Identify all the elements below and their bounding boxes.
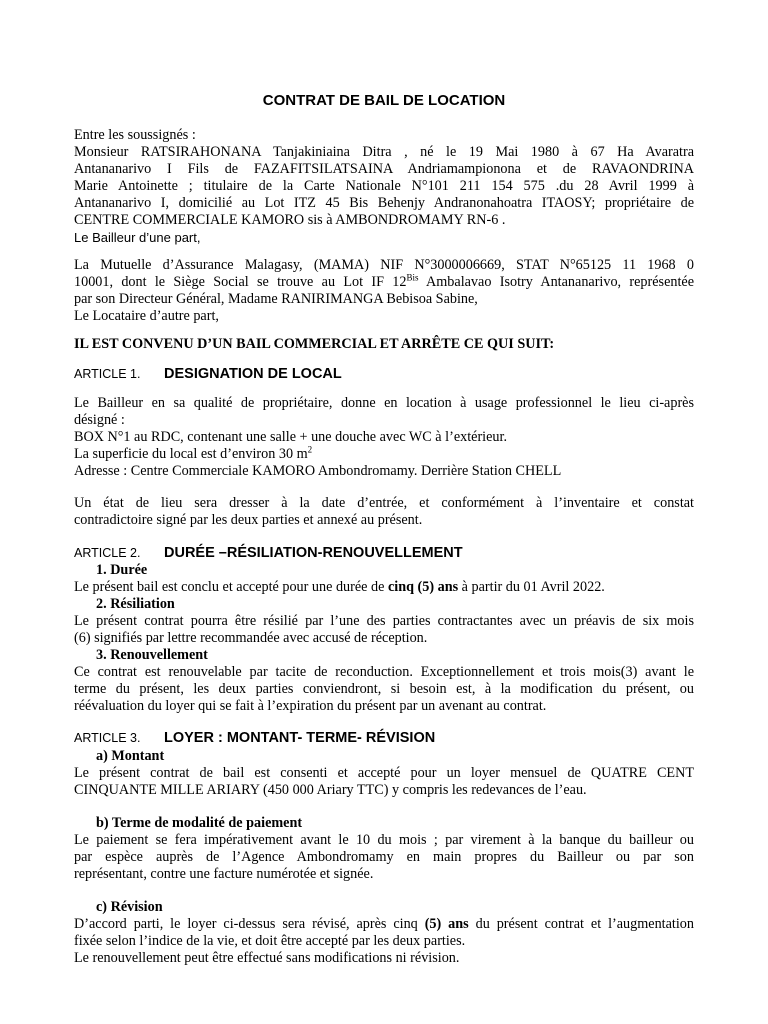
bailleur-label: Le Bailleur d’une part, xyxy=(74,230,201,245)
body-line: Le présent contrat pourra être résilié par l’une des parties contractantes avec un préavis de six mois xyxy=(74,613,694,629)
parties-intro xyxy=(74,127,694,246)
document-title: CONTRAT DE BAIL DE LOCATION xyxy=(262,92,506,109)
subheading-duree: 1. Durée xyxy=(96,562,148,578)
article-number: ARTICLE 3. xyxy=(74,731,141,745)
body-line: Un état de lieu sera dresser à la date d’entrée, et conformément à l’inventaire et constat xyxy=(74,495,694,511)
article-number: ARTICLE 2. xyxy=(74,546,141,560)
subheading-resiliation: 2. Résiliation xyxy=(96,596,175,612)
bold-text: (5) ans xyxy=(424,916,469,932)
body-line: contradictoire signé par les deux parties et annexé au présent. xyxy=(74,512,423,528)
body-text: du présent contrat et l’augmentation xyxy=(468,916,694,932)
tenant-sup: Bis xyxy=(406,274,419,283)
article-1-body xyxy=(74,395,694,480)
duree-body xyxy=(74,579,694,596)
bold-text: cinq (5) ans xyxy=(387,579,459,595)
body-line: Le présent contrat de bail est consenti et accepté pour un loyer mensuel de QUATRE CENT xyxy=(74,765,694,781)
body-text: D’accord parti, le loyer ci-dessus sera révisé, après cinq xyxy=(74,916,425,932)
body-line: Adresse : Centre Commerciale KAMORO Ambondromamy. Derrière Station CHELL xyxy=(74,463,562,479)
body-line: représentant, contre une facture numérotée et signée. xyxy=(74,866,374,882)
article-number: ARTICLE 1. xyxy=(74,367,141,381)
body-text: Le présent bail est conclu et accepté pour une durée de xyxy=(74,579,388,595)
tenant-text: Ambalavao Isotry Antananarivo, représentée xyxy=(418,274,694,290)
tenant-text: 10001, dont le Siège Social se trouve au Lot IF 12 xyxy=(74,274,407,290)
superscript: 2 xyxy=(307,444,313,455)
body-line: Le renouvellement peut être effectué sans modifications ni révision. xyxy=(74,950,460,966)
resiliation-body xyxy=(74,613,694,647)
convenu-heading: IL EST CONVENU D’UN BAIL COMMERCIAL ET ARRÊTE CE QUI SUIT: xyxy=(74,336,555,352)
tenant-line xyxy=(74,274,694,291)
intro-line: Entre les soussignés : xyxy=(74,127,196,143)
renouvellement-body xyxy=(74,664,694,715)
article-title: DURÉE –RÉSILIATION-RENOUVELLEMENT xyxy=(164,545,463,561)
article-title: DESIGNATION DE LOCAL xyxy=(164,366,342,382)
intro-line: Antananarivo I Fils de FAZAFITSILATSAINA Andriamampionona et de RAVAONDRINA xyxy=(74,161,694,177)
tenant-line: La Mutuelle d’Assurance Malagasy, (MAMA) NIF N°3000006669, STAT N°65125 11 1968 0 xyxy=(74,257,694,273)
body-text: La superficie du local est d’environ 30 m xyxy=(74,446,308,462)
subheading-paiement: b) Terme de modalité de paiement xyxy=(96,815,303,831)
body-line: réévaluation du loyer qui se fait à l’expiration du présent par un avenant au contrat. xyxy=(74,698,547,714)
tenant-block xyxy=(74,257,694,325)
body-line: CINQUANTE MILLE ARIARY (450 000 Ariary TTC) y compris les redevances de l’eau. xyxy=(74,782,587,798)
body-line: Le Bailleur en sa qualité de propriétaire, donne en location à usage professionnel le lieu ci-après xyxy=(74,395,694,411)
intro-line: Antananarivo I, domicilié au Lot ITZ 45 Bis Behenjy Andranonahoatra ITAOSY; propriétaire de xyxy=(74,195,694,211)
body-line: terme du présent, les deux parties conviendront, si besoin est, à la modification du présent, ou xyxy=(74,681,694,697)
body-text: à partir du 01 Avril 2022. xyxy=(458,579,605,595)
revision-body xyxy=(74,916,694,967)
subheading-renouvellement: 3. Renouvellement xyxy=(96,647,208,663)
article-title: LOYER : MONTANT- TERME- RÉVISION xyxy=(164,730,436,746)
tenant-line: par son Directeur Général, Madame RANIRIMANGA Bebisoa Sabine, xyxy=(74,291,478,307)
intro-line: Monsieur RATSIRAHONANA Tanjakiniaina Ditra , né le 19 Mai 1980 à 67 Ha Avaratra xyxy=(74,144,694,160)
body-line: fixée selon l’indice de la vie, et doit être accepté par les deux parties. xyxy=(74,933,466,949)
subheading-revision: c) Révision xyxy=(96,899,163,915)
article-3-heading xyxy=(74,730,435,746)
intro-line: CENTRE COMMERCIALE KAMORO sis à AMBONDROMAMY RN-6 . xyxy=(74,212,506,228)
body-line: par espèce auprès de l’Agence Ambondromamy en main propres du Bailleur ou par son xyxy=(74,849,694,865)
body-line: Le paiement se fera impérativement avant le 10 du mois ; par virement à la banque du bailleur ou xyxy=(74,832,694,848)
body-line: Ce contrat est renouvelable par tacite de reconduction. Exceptionnellement et trois mois(3) avant le xyxy=(74,664,694,680)
article-1-heading xyxy=(74,366,342,382)
body-line: désigné : xyxy=(74,412,125,428)
paiement-body xyxy=(74,832,694,883)
article-1-inventory xyxy=(74,495,694,529)
body-line: BOX N°1 au RDC, contenant une salle + une douche avec WC à l’extérieur. xyxy=(74,429,507,445)
body-line xyxy=(74,916,694,933)
article-2-heading xyxy=(74,545,463,561)
montant-body xyxy=(74,765,694,799)
subheading-montant: a) Montant xyxy=(96,748,165,764)
body-line xyxy=(74,446,694,463)
locataire-label: Le Locataire d’autre part, xyxy=(74,308,219,324)
body-line: (6) signifiés par lettre recommandée avec accusé de réception. xyxy=(74,630,428,646)
intro-line: Marie Antoinette ; titulaire de la Carte Nationale N°101 211 154 575 .du 28 Avril 1999 à xyxy=(74,178,694,194)
